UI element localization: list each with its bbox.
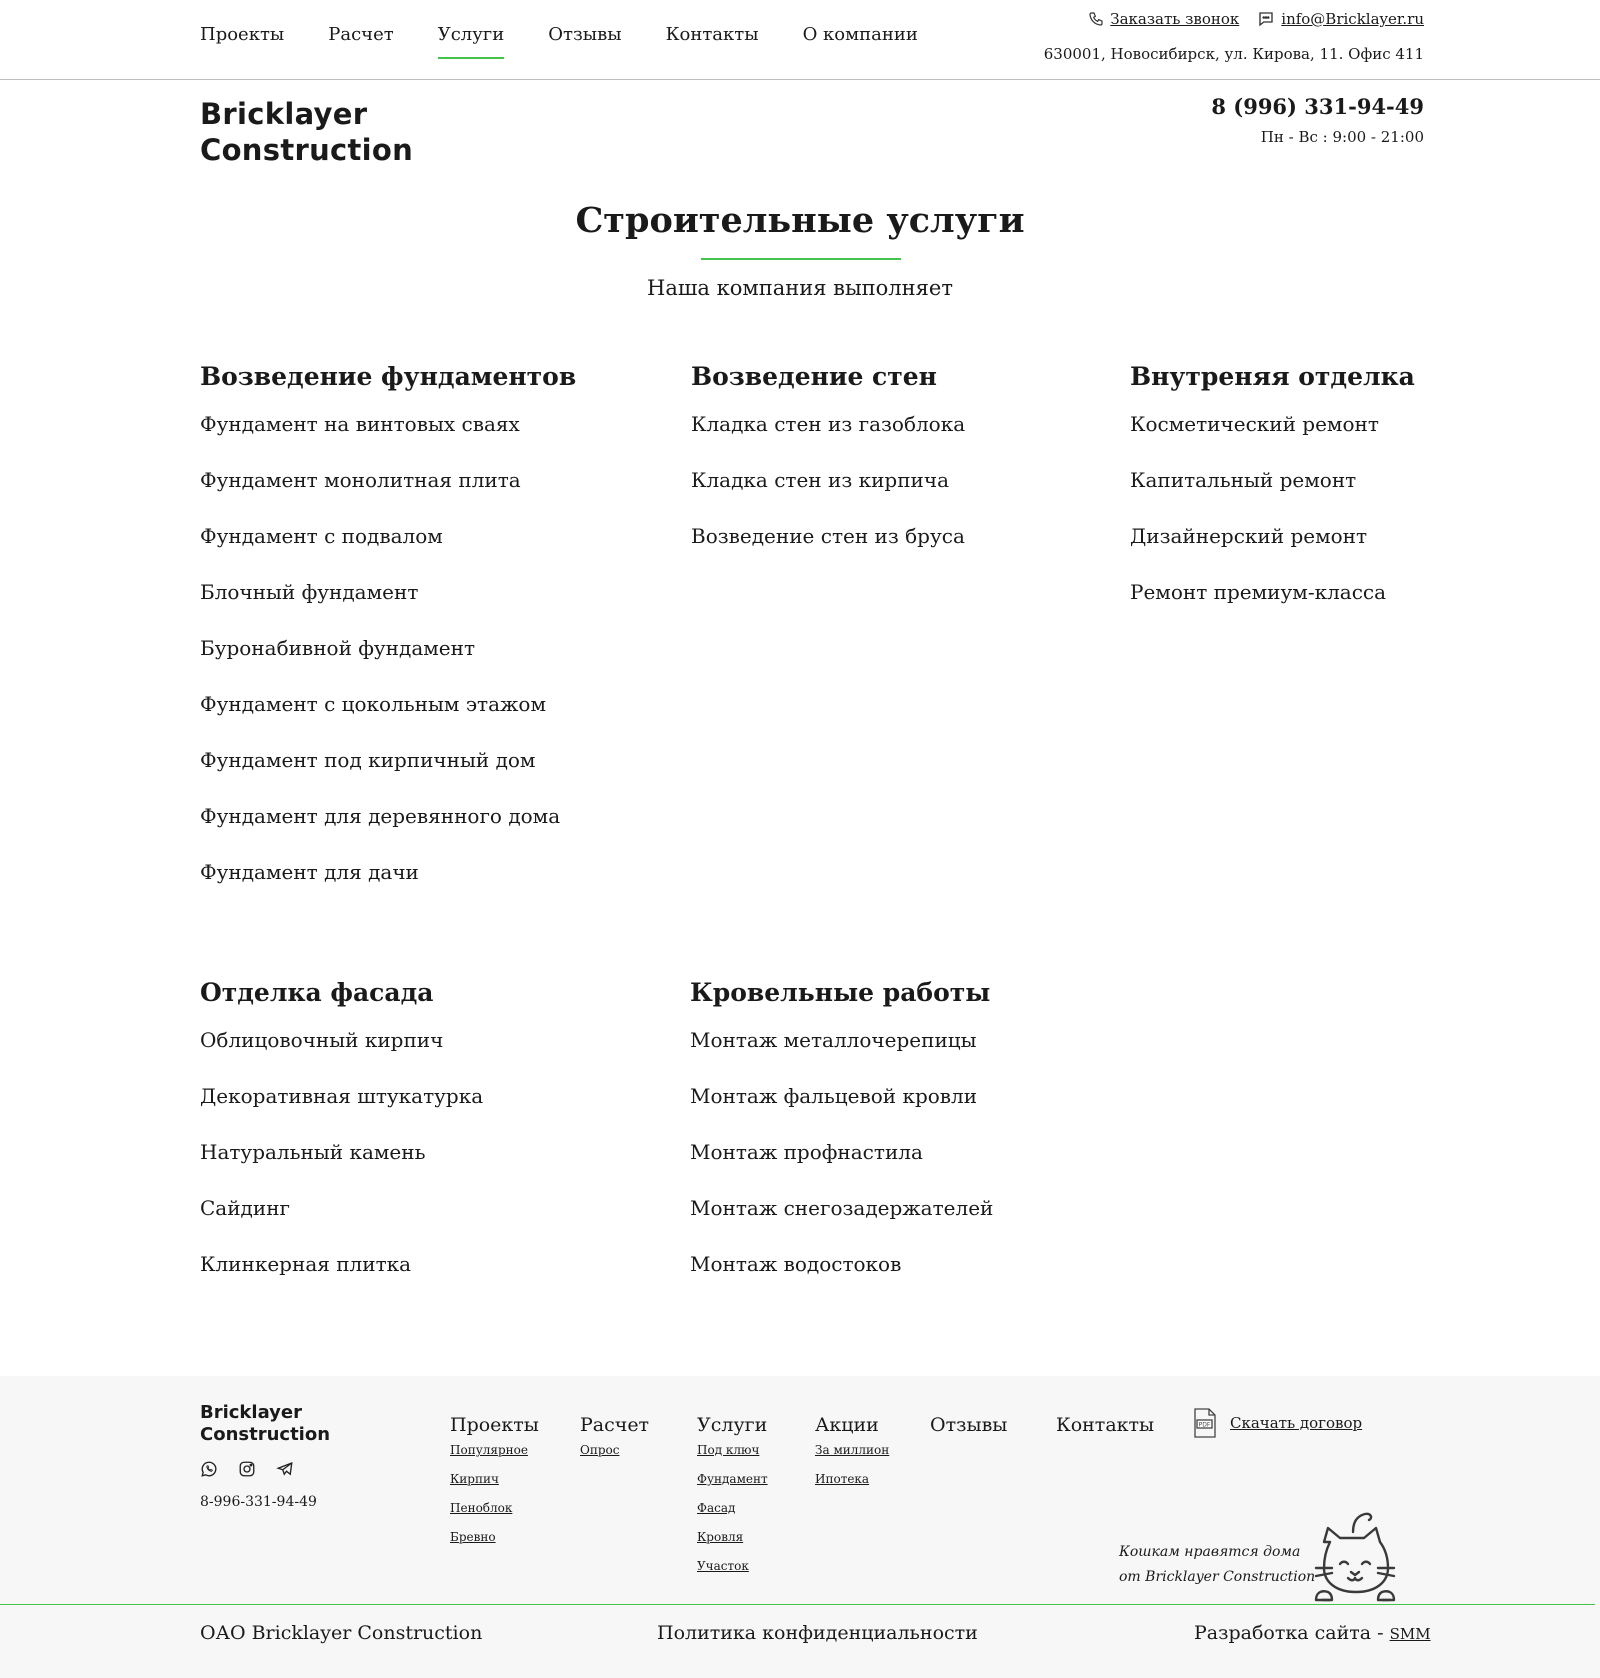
service-item[interactable]: Косметический ремонт (1130, 412, 1379, 436)
download-contract-link[interactable]: Скачать договор (1230, 1414, 1363, 1432)
social-links (200, 1460, 296, 1480)
service-group-interior (1130, 362, 1415, 636)
footer-logo-line2: Construction (200, 1424, 331, 1445)
service-heading: Кровельные работы (690, 978, 991, 1007)
nav-about[interactable]: О компании (802, 24, 918, 45)
top-contacts (1088, 10, 1424, 28)
footer-col-promotions (815, 1414, 889, 1494)
callback-link[interactable] (1088, 10, 1239, 28)
service-item[interactable]: Клинкерная плитка (200, 1252, 412, 1276)
service-item[interactable]: Монтаж фальцевой кровли (690, 1084, 978, 1108)
main-nav (200, 24, 962, 59)
footer-heading[interactable]: Расчет (580, 1414, 650, 1436)
service-group-walls (691, 362, 965, 580)
footer-heading[interactable]: Услуги (697, 1414, 768, 1436)
footer-col-services (697, 1414, 768, 1581)
pdf-file-icon (1192, 1408, 1218, 1438)
service-item[interactable]: Фундамент для деревянного дома (200, 804, 561, 828)
header-phone[interactable]: 8 (996) 331-94-49 (1211, 94, 1424, 119)
service-item[interactable]: Кладка стен из газоблока (691, 412, 966, 436)
footer-col-calculation (580, 1414, 649, 1465)
footer-heading[interactable]: Акции (815, 1414, 879, 1436)
developer-prefix: Разработка сайта - (1194, 1622, 1384, 1644)
title-underline (701, 258, 901, 260)
nav-projects[interactable]: Проекты (200, 24, 285, 45)
site-developer (1194, 1622, 1431, 1644)
nav-contacts[interactable]: Контакты (665, 24, 759, 45)
address: 630001, Новосибирск, ул. Кирова, 11. Офис 411 (1043, 45, 1424, 63)
service-item[interactable]: Фундамент монолитная плита (200, 468, 521, 492)
developer-link[interactable]: SMM (1389, 1625, 1431, 1643)
service-item[interactable]: Декоративная штукатурка (200, 1084, 484, 1108)
footer-link[interactable]: Бревно (450, 1530, 496, 1544)
privacy-policy-link[interactable]: Политика конфиденциальности (657, 1622, 978, 1644)
logo-line1: Bricklayer (200, 97, 368, 131)
footer-col-projects (450, 1414, 539, 1552)
company-name: ОАО Bricklayer Construction (200, 1622, 483, 1644)
chat-icon (1257, 10, 1275, 28)
footer-col-reviews (930, 1414, 1007, 1436)
instagram-icon[interactable] (238, 1460, 258, 1480)
download-contract (1192, 1408, 1362, 1438)
cat-caption (1119, 1540, 1315, 1590)
footer-link[interactable]: Популярное (450, 1443, 528, 1457)
page-title: Строительные услуги (575, 200, 1025, 241)
logo[interactable] (200, 96, 413, 168)
footer-link[interactable]: Ипотека (815, 1472, 870, 1486)
footer-link[interactable]: За миллион (815, 1443, 890, 1457)
service-item[interactable]: Фундамент с подвалом (200, 524, 443, 548)
footer-link[interactable]: Фундамент (697, 1472, 768, 1486)
email-label: info@Bricklayer.ru (1281, 10, 1424, 28)
service-item[interactable]: Натуральный камень (200, 1140, 426, 1164)
service-item[interactable]: Монтаж снегозадержателей (690, 1196, 994, 1220)
service-group-foundations (200, 362, 576, 916)
footer-divider (0, 1604, 1595, 1605)
service-item[interactable]: Фундамент на винтовых сваях (200, 412, 520, 436)
cat-illustration-icon (1306, 1504, 1402, 1608)
email-link[interactable] (1257, 10, 1424, 28)
nav-calculation[interactable]: Расчет (328, 24, 394, 45)
telegram-icon[interactable] (276, 1460, 296, 1480)
service-group-facade (200, 978, 483, 1308)
working-hours: Пн - Вс : 9:00 - 21:00 (1260, 128, 1424, 146)
service-item[interactable]: Возведение стен из бруса (691, 524, 965, 548)
service-item[interactable]: Монтаж профнастила (690, 1140, 923, 1164)
nav-services[interactable]: Услуги (438, 24, 505, 59)
footer-logo[interactable] (200, 1402, 330, 1446)
logo-line2: Construction (200, 133, 414, 167)
footer-link[interactable]: Пеноблок (450, 1501, 513, 1515)
service-item[interactable]: Ремонт премиум-класса (1130, 580, 1387, 604)
service-item[interactable]: Блочный фундамент (200, 580, 419, 604)
footer-col-contacts (1056, 1414, 1154, 1436)
service-item[interactable]: Дизайнерский ремонт (1130, 524, 1368, 548)
footer-link[interactable]: Под ключ (697, 1443, 760, 1457)
phone-icon (1088, 11, 1104, 27)
cat-caption-line1: Кошкам нравятся дома (1119, 1544, 1301, 1560)
service-item[interactable]: Монтаж металлочерепицы (690, 1028, 977, 1052)
footer-phone[interactable]: 8-996-331-94-49 (200, 1494, 317, 1510)
service-heading: Отделка фасада (200, 978, 434, 1007)
service-item[interactable]: Монтаж водостоков (690, 1252, 902, 1276)
service-item[interactable]: Фундамент под кирпичный дом (200, 748, 536, 772)
footer-logo-line1: Bricklayer (200, 1402, 302, 1423)
nav-reviews[interactable]: Отзывы (548, 24, 622, 45)
footer-link[interactable]: Опрос (580, 1443, 620, 1457)
service-heading: Возведение фундаментов (200, 362, 577, 391)
service-item[interactable]: Капитальный ремонт (1130, 468, 1357, 492)
footer-heading[interactable]: Контакты (1056, 1414, 1155, 1436)
service-item[interactable]: Буронабивной фундамент (200, 636, 476, 660)
service-item[interactable]: Фундамент с цокольным этажом (200, 692, 547, 716)
cat-caption-line2: от Bricklayer Construction (1119, 1569, 1316, 1585)
callback-label: Заказать звонок (1110, 10, 1240, 28)
whatsapp-icon[interactable] (200, 1460, 220, 1480)
service-item[interactable]: Фундамент для дачи (200, 860, 419, 884)
footer-heading[interactable]: Проекты (450, 1414, 539, 1436)
footer-link[interactable]: Кирпич (450, 1472, 499, 1486)
service-heading: Внутреняя отделка (1130, 362, 1415, 391)
footer-link[interactable]: Фасад (697, 1501, 736, 1515)
service-item[interactable]: Облицовочный кирпич (200, 1028, 444, 1052)
footer-link[interactable]: Участок (697, 1559, 749, 1573)
service-item[interactable]: Сайдинг (200, 1196, 291, 1220)
pdf-badge-text: PDF (1198, 1421, 1211, 1429)
footer-link[interactable]: Кровля (697, 1530, 744, 1544)
service-group-roofing (690, 978, 993, 1308)
footer-heading[interactable]: Отзывы (930, 1414, 1008, 1436)
service-item[interactable]: Кладка стен из кирпича (691, 468, 950, 492)
page-subtitle: Наша компания выполняет (647, 276, 953, 300)
service-heading: Возведение стен (691, 362, 937, 391)
